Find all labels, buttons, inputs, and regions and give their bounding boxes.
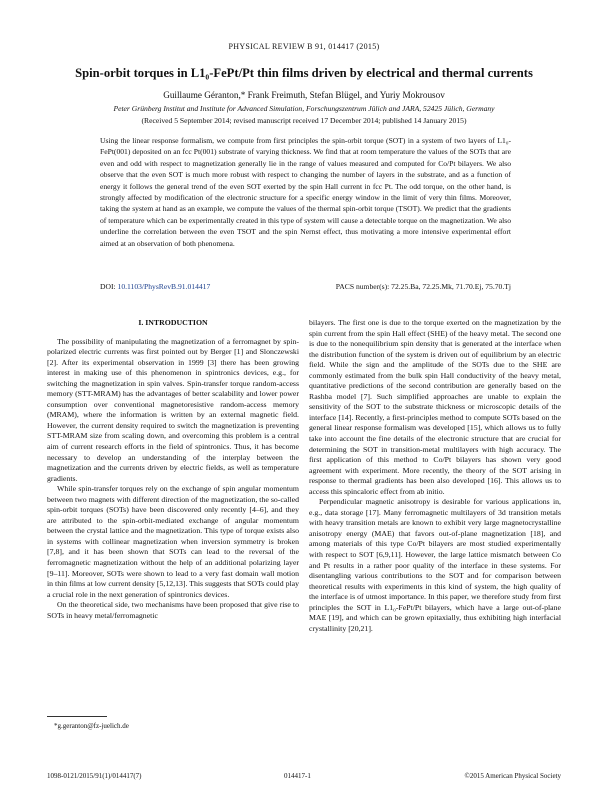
- received-dates: (Received 5 September 2014; revised manuscript received 17 December 2014; published 14 January 2015): [141, 116, 467, 125]
- footnote-email: *g.geranton@fz-juelich.de: [54, 722, 129, 730]
- journal-header: PHYSICAL REVIEW B 91, 014417 (2015): [228, 42, 380, 51]
- section-heading: I. INTRODUCTION: [138, 318, 208, 327]
- footnote-divider: [47, 716, 107, 717]
- footer-copyright: ©2015 American Physical Society: [464, 772, 561, 780]
- paragraph: bilayers. The first one is due to the torque exerted on the magnetization by the spin current from the spin Hall effect (SHE) of the heavy metal. The second one is due to the nonequilibrium spin density that is generated at the interface when the distribution function of the system is driven out of equilibrium by an electric field. While the sign and the amplitude of the SOTs due to the SHE are commonly estimated from the bulk spin Hall conductivity of the heavy metal, quantitative predictions of the second contribution are generally based on the Rashba model [7]. Such simplified approaches are unable to explain the sensitivity of the SOT to the substrate thickness or microscopic details of the interface [14]. Recently, a first-principles method to compute SOTs based on the general linear response formalism was developed [15], which allows us to fully take into account the fine details of the electronic structure that are crucial for determining the SOT in transition-metal multilayers with high accuracy. The first application of this method to Co/Pt bilayers has shown very good agreement with experiment. More recently, the theory of the SOT arising in response to thermal gradients has been also developed [16]. This allows us to access this spincaloric effect from ab initio.: [309, 318, 561, 496]
- paragraph: While spin-transfer torques rely on the exchange of spin angular momentum between two magnets with different direction of the magnetization, the so-called spin-orbit torques (SOTs) have been discovered only recently [4–6], and they are attributed to the spin-orbit-mediated exchange of angular momentum between the crystal lattice and the magnetization. This type of torque exists also in systems with collinear magnetization when inversion symmetry is broken [7,8], and it has been shown that SOTs can lead to the reversal of the ferromagnetic magnetization without the help of an additional polarizing layer [9–11]. Moreover, SOTs were shown to lead to a very fast domain wall motion in thin films at low current density [5,12,13]. This suggests that SOTs could play a crucial role in the next generation of spintronics devices.: [47, 484, 299, 599]
- footer-page-number: 014417-1: [284, 772, 311, 780]
- author-list: Guillaume Géranton,* Frank Freimuth, Stefan Blügel, and Yuriy Mokrousov: [163, 90, 445, 100]
- doi-label: DOI:: [100, 282, 116, 291]
- affiliation: Peter Grünberg Institut and Institute for Advanced Simulation, Forschungszentrum Jülich and JARA, 52425 Jülich, Germany: [113, 104, 495, 113]
- paper-title: Spin-orbit torques in L1₀-FePt/Pt thin films driven by electrical and thermal currents: [75, 66, 533, 80]
- paragraph: On the theoretical side, two mechanisms have been proposed that give rise to SOTs in heavy metal/ferromagnetic: [47, 600, 299, 620]
- left-column: [47, 318, 299, 621]
- paragraph: Perpendicular magnetic anisotropy is desirable for various applications in, e.g., data storage [17]. Many ferromagnetic multilayers of 3d transition metals with heavy transition metals are known to exhibit very large magnetocrystalline anisotropy energy (MAE) that favors out-of-plane magnetization [18], and among materials of this type Co/Pt bilayers are most studied experimentally with respect to SOT [6,9,11]. However, the large lattice mismatch between Co and Pt results in a rather poor quality of the interface in these systems. For disentangling various contributions to the SOT and for comparison between theoretical results with experiments in this kind of system, the high quality of the interface is of utmost importance. In this paper, we therefore study from first principles the SOT in L1₀-FePt/Pt bilayers, which have a large out-of-plane MAE [19], and which can be grown epitaxially, thus exhibiting high interfacial crystallinity [20,21].: [309, 497, 561, 633]
- abstract: Using the linear response formalism, we compute from first principles the spin-orbit torque (SOT) in a system of two layers of L1₀-FePt(001) deposited on an fcc Pt(001) substrate of varying thickness. We find that at room temperature the values of the SOTs that are even and odd with respect to magnetization generally lie in the range of values measured and computed for Co/Pt bilayers. We also observe that the even SOT is much more robust with respect to changing the number of layers in the substrate, and as a function of energy it follows the general trend of the even SOT exerted by the spin Hall current in fcc Pt. The odd torque, on the other hand, is strongly affected by modification of the electronic structure for a specific energy window in the limit of very thin films. Moreover, taking the system at hand as an example, we compute the values of the thermal spin-orbit torque (TSOT). We predict that the gradients of temperature which can be experimentally created in this type of system will cause a detectable torque on the magnetization. We also underline the correlation between the even TSOT and the spin Nernst effect, thus motivating a more intensive experimental effort aimed at an observation of both phenomena.: [100, 136, 511, 248]
- right-column: [309, 318, 561, 634]
- doi-link[interactable]: 10.1103/PhysRevB.91.014417: [117, 282, 211, 291]
- paragraph: The possibility of manipulating the magnetization of a ferromagnet by spin-polarized electric currents was first pointed out by Berger [1] and Slonczewski [2]. After its experimental observation in 1999 [3] there has been growing interest in making use of this phenomenon in spintronics devices, e.g., for switching the magnetization in spin valves. Spin-transfer torque random-access memory (STT-MRAM) has the advantages of better scalability and lower power consumption over conventional magnetoresistive random-access memory (MRAM), where the information is written by an external magnetic field. However, the current density required to switch the magnetization is preventing STT-MRAM size from scaling down, and overcoming this problem is a central aim of current research efforts in the field of spintronics. Thus, it has become necessary to develop an understanding of the interplay between the magnetization and the currents driven by electric fields, as well as temperature gradients.: [47, 336, 299, 483]
- footer-issn: 1098-0121/2015/91(1)/014417(7): [47, 772, 142, 780]
- doi-block: [100, 282, 210, 291]
- pacs-numbers: PACS number(s): 72.25.Ba, 72.25.Mk, 71.70.Ej, 75.70.Tj: [335, 282, 511, 291]
